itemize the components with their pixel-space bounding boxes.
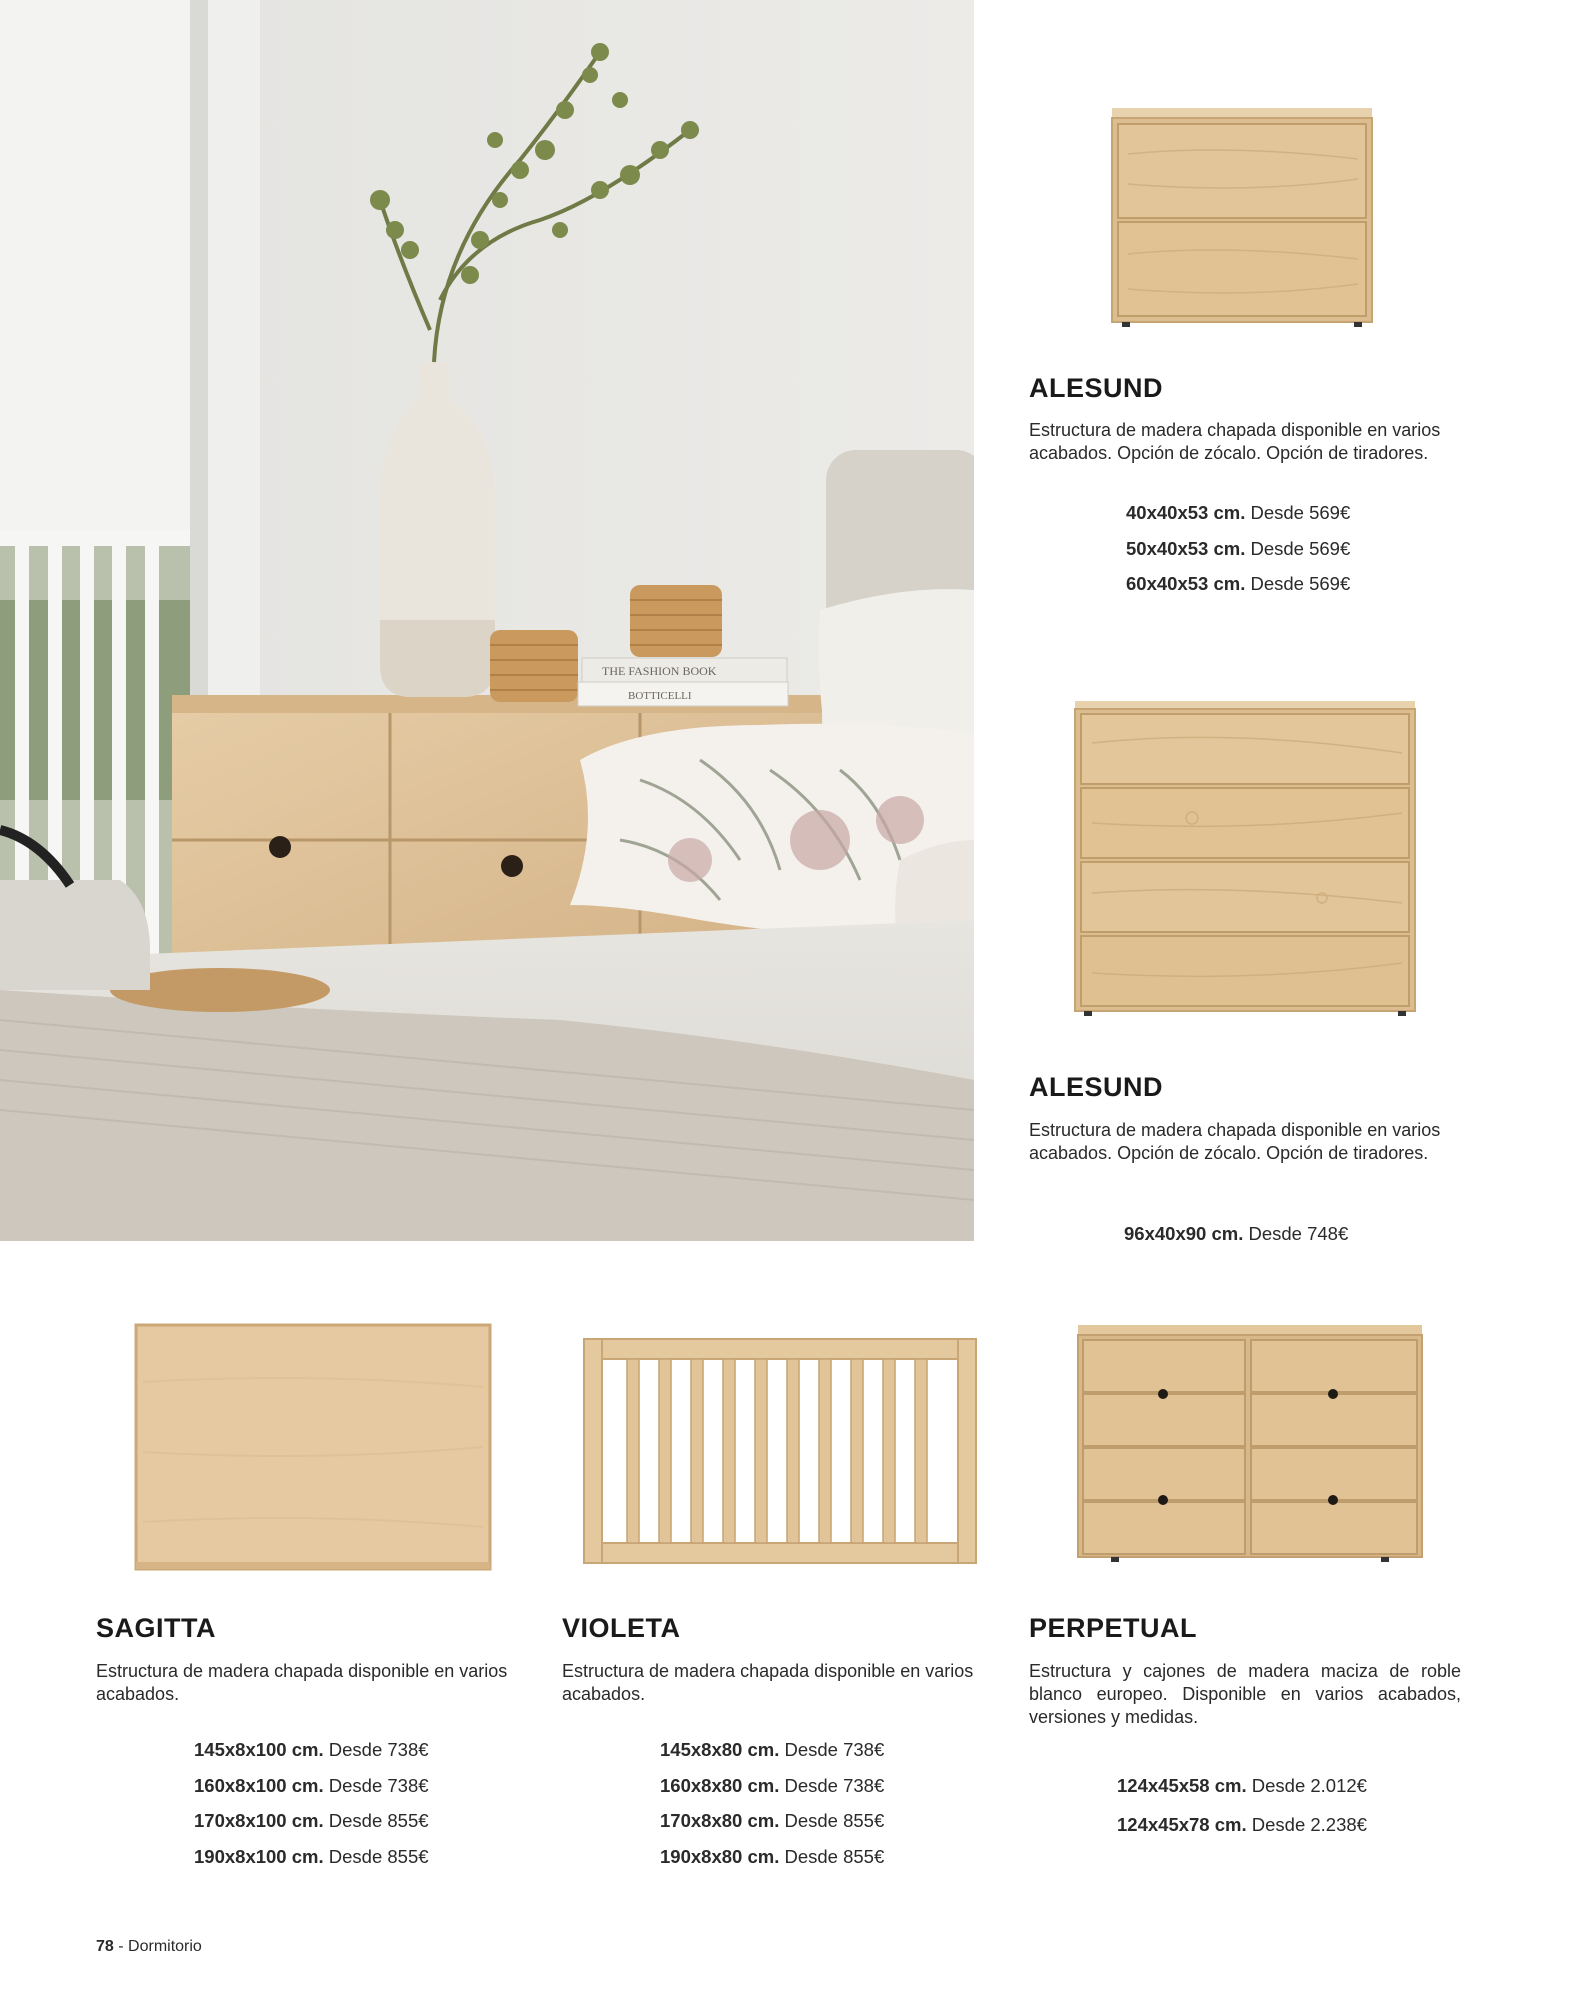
spec-size: 145x8x100 cm. [194, 1739, 324, 1760]
spec-price: Desde 569€ [1250, 573, 1351, 594]
page-footer [96, 1938, 202, 1956]
spec-line [194, 1803, 429, 1839]
footer-separator: - [118, 1938, 124, 1955]
spec-price: Desde 2.012€ [1251, 1775, 1367, 1796]
spec-price: Desde 855€ [328, 1810, 429, 1831]
book-bottom-title: BOTTICELLI [628, 690, 692, 702]
product-desc-violeta: Estructura de madera chapada disponible en varios acabados. [562, 1661, 974, 1704]
product-specs-alesund-large [1124, 1216, 1348, 1252]
spec-line [194, 1839, 429, 1875]
spec-size: 60x40x53 cm. [1126, 573, 1246, 594]
spec-size: 170x8x80 cm. [660, 1810, 780, 1831]
product-specs-sagitta [194, 1732, 429, 1874]
spec-size: 190x8x80 cm. [660, 1845, 780, 1867]
spec-size: 50x40x53 cm. [1126, 537, 1246, 559]
spec-line [1117, 1805, 1367, 1844]
hero-bedroom-photo [0, 0, 974, 1241]
page-number: 78 [96, 1938, 114, 1955]
section-name: Dormitorio [128, 1938, 202, 1955]
product-specs-perpetual [1117, 1766, 1367, 1844]
violeta-headboard-image [580, 1335, 980, 1567]
product-specs-alesund-small [1126, 495, 1350, 602]
spec-size: 160x8x100 cm. [194, 1774, 324, 1796]
product-desc-sagitta: Estructura de madera chapada disponible en varios acabados. [96, 1661, 508, 1704]
spec-size: 124x45x78 cm. [1117, 1814, 1247, 1835]
spec-line [660, 1768, 884, 1804]
spec-size: 145x8x80 cm. [660, 1739, 780, 1760]
spec-line [1126, 531, 1350, 567]
alesund-chest-image [1072, 698, 1418, 1020]
product-desc-alesund-large: Estructura de madera chapada disponible en varios acabados. Opción de zócalo. Opción de tiradores. [1029, 1120, 1441, 1163]
spec-price: Desde 738€ [328, 1774, 429, 1796]
spec-price: Desde 738€ [784, 1739, 885, 1760]
product-title-alesund-small: ALESUND [1029, 373, 1164, 403]
book-top-title: THE FASHION BOOK [602, 664, 717, 678]
spec-line [194, 1768, 429, 1804]
spec-price: Desde 2.238€ [1251, 1814, 1367, 1835]
spec-line [1126, 495, 1350, 531]
spec-price: Desde 855€ [784, 1810, 885, 1831]
spec-size: 96x40x90 cm. [1124, 1223, 1244, 1244]
spec-size: 160x8x80 cm. [660, 1774, 780, 1796]
sagitta-headboard-image [133, 1322, 493, 1572]
spec-size: 124x45x58 cm. [1117, 1775, 1247, 1796]
spec-size: 170x8x100 cm. [194, 1810, 324, 1831]
perpetual-chest-image [1075, 1322, 1425, 1567]
product-specs-violeta [660, 1732, 884, 1874]
spec-size: 40x40x53 cm. [1126, 502, 1246, 523]
spec-size: 190x8x100 cm. [194, 1845, 324, 1867]
product-desc-perpetual: Estructura y cajones de madera maciza de roble blanco europeo. Disponible en varios acabados, versiones y medidas. [1029, 1661, 1461, 1727]
spec-price: Desde 738€ [328, 1739, 429, 1760]
spec-line [194, 1732, 429, 1768]
spec-line [660, 1839, 884, 1875]
spec-line [1117, 1766, 1367, 1805]
alesund-nightstand-image [1108, 104, 1376, 332]
spec-price: Desde 569€ [1250, 502, 1351, 523]
spec-price: Desde 569€ [1250, 537, 1351, 559]
spec-price: Desde 748€ [1248, 1223, 1349, 1244]
product-title-perpetual: PERPETUAL [1029, 1613, 1198, 1643]
product-title-violeta: VIOLETA [562, 1613, 681, 1643]
product-title-alesund-large: ALESUND [1029, 1072, 1164, 1102]
spec-line [1126, 566, 1350, 602]
product-title-sagitta: SAGITTA [96, 1613, 216, 1643]
spec-line [660, 1732, 884, 1768]
spec-line [660, 1803, 884, 1839]
spec-price: Desde 738€ [784, 1774, 885, 1796]
product-desc-alesund-small: Estructura de madera chapada disponible en varios acabados. Opción de zócalo. Opción de tiradores. [1029, 420, 1441, 463]
spec-price: Desde 855€ [328, 1845, 429, 1867]
spec-line [1124, 1216, 1348, 1252]
spec-price: Desde 855€ [784, 1845, 885, 1867]
